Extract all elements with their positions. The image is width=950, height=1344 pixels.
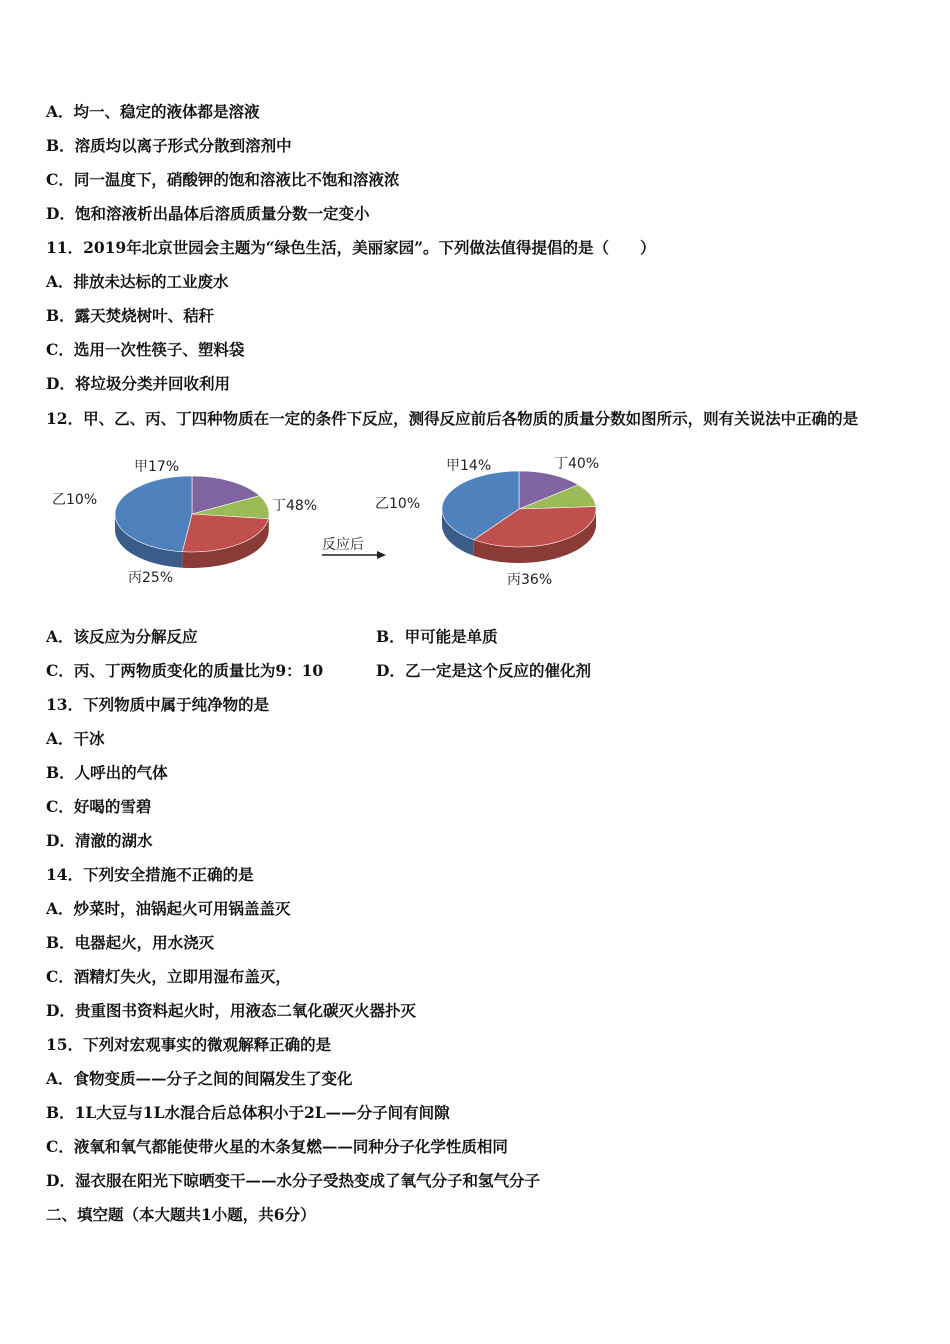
q14-option-c: C．酒精灯失火，立即用湿布盖灭，	[46, 967, 291, 986]
pie-charts-figure	[40, 448, 640, 598]
label-after-yi: 乙10%	[375, 496, 421, 512]
q13-option-a: A．干冰	[46, 729, 105, 748]
q11-option-b: B．露天焚烧树叶、秸秆	[46, 306, 215, 325]
pie-chart-before	[115, 476, 269, 568]
q12-option-d: D．乙一定是这个反应的催化剂	[376, 661, 591, 680]
q10-option-b: B．溶质均以离子形式分散到溶剂中	[46, 136, 292, 155]
label-after-bing: 丙36%	[507, 572, 553, 588]
q12-option-c: C．丙、丁两物质变化的质量比为9：10	[46, 661, 324, 680]
q14-stem: 14．下列安全措施不正确的是	[46, 865, 254, 884]
label-before-yi: 乙10%	[52, 492, 98, 508]
arrow-label: 反应后	[322, 537, 364, 553]
q13-option-c: C．好喝的雪碧	[46, 797, 152, 816]
label-before-bing: 丙25%	[128, 570, 174, 586]
q11-option-a: A．排放未达标的工业废水	[46, 272, 229, 291]
q11-stem: 11．2019年北京世园会主题为“绿色生活，美丽家园”。下列做法值得提倡的是（ ）	[46, 238, 656, 257]
q13-stem: 13．下列物质中属于纯净物的是	[46, 695, 270, 714]
q15-stem: 15．下列对宏观事实的微观解释正确的是	[46, 1035, 332, 1054]
q12-option-b: B．甲可能是单质	[376, 627, 498, 646]
q10-option-a: A．均一、稳定的液体都是溶液	[46, 102, 260, 121]
q13-option-b: B．人呼出的气体	[46, 763, 168, 782]
q15-option-a: A．食物变质——分子之间的间隔发生了变化	[46, 1069, 353, 1088]
q14-option-b: B．电器起火，用水浇灭	[46, 933, 215, 952]
label-after-jia: 甲14%	[446, 458, 492, 474]
q12-option-a: A．该反应为分解反应	[46, 627, 198, 646]
q10-option-d: D．饱和溶液析出晶体后溶质质量分数一定变小	[46, 204, 370, 223]
q15-option-c: C．液氧和氧气都能使带火星的木条复燃——同种分子化学性质相同	[46, 1137, 508, 1156]
q12-stem: 12．甲、乙、丙、丁四种物质在一定的条件下反应，测得反应前后各物质的质量分数如图所示，则有关说法中正确的是	[46, 409, 859, 428]
q11-option-d: D．将垃圾分类并回收利用	[46, 374, 230, 393]
label-after-ding: 丁40%	[554, 456, 600, 472]
q14-option-a: A．炒菜时，油锅起火可用锅盖盖灭	[46, 899, 291, 918]
q15-option-b: B．1L大豆与1L水混合后总体积小于2L——分子间有间隙	[46, 1103, 450, 1122]
q11-option-c: C．选用一次性筷子、塑料袋	[46, 340, 245, 359]
q14-option-d: D．贵重图书资料起火时，用液态二氧化碳灭火器扑灭	[46, 1001, 416, 1020]
section-heading-fill-in: 二、填空题（本大题共1小题，共6分）	[46, 1205, 316, 1224]
label-before-ding: 丁48%	[272, 498, 318, 514]
label-before-jia: 甲17%	[134, 459, 180, 475]
pie-chart-after	[442, 471, 596, 563]
q10-option-c: C．同一温度下，硝酸钾的饱和溶液比不饱和溶液浓	[46, 170, 400, 189]
q15-option-d: D．湿衣服在阳光下晾晒变干——水分子受热变成了氧气分子和氢气分子	[46, 1171, 540, 1190]
q13-option-d: D．清澈的湖水	[46, 831, 153, 850]
